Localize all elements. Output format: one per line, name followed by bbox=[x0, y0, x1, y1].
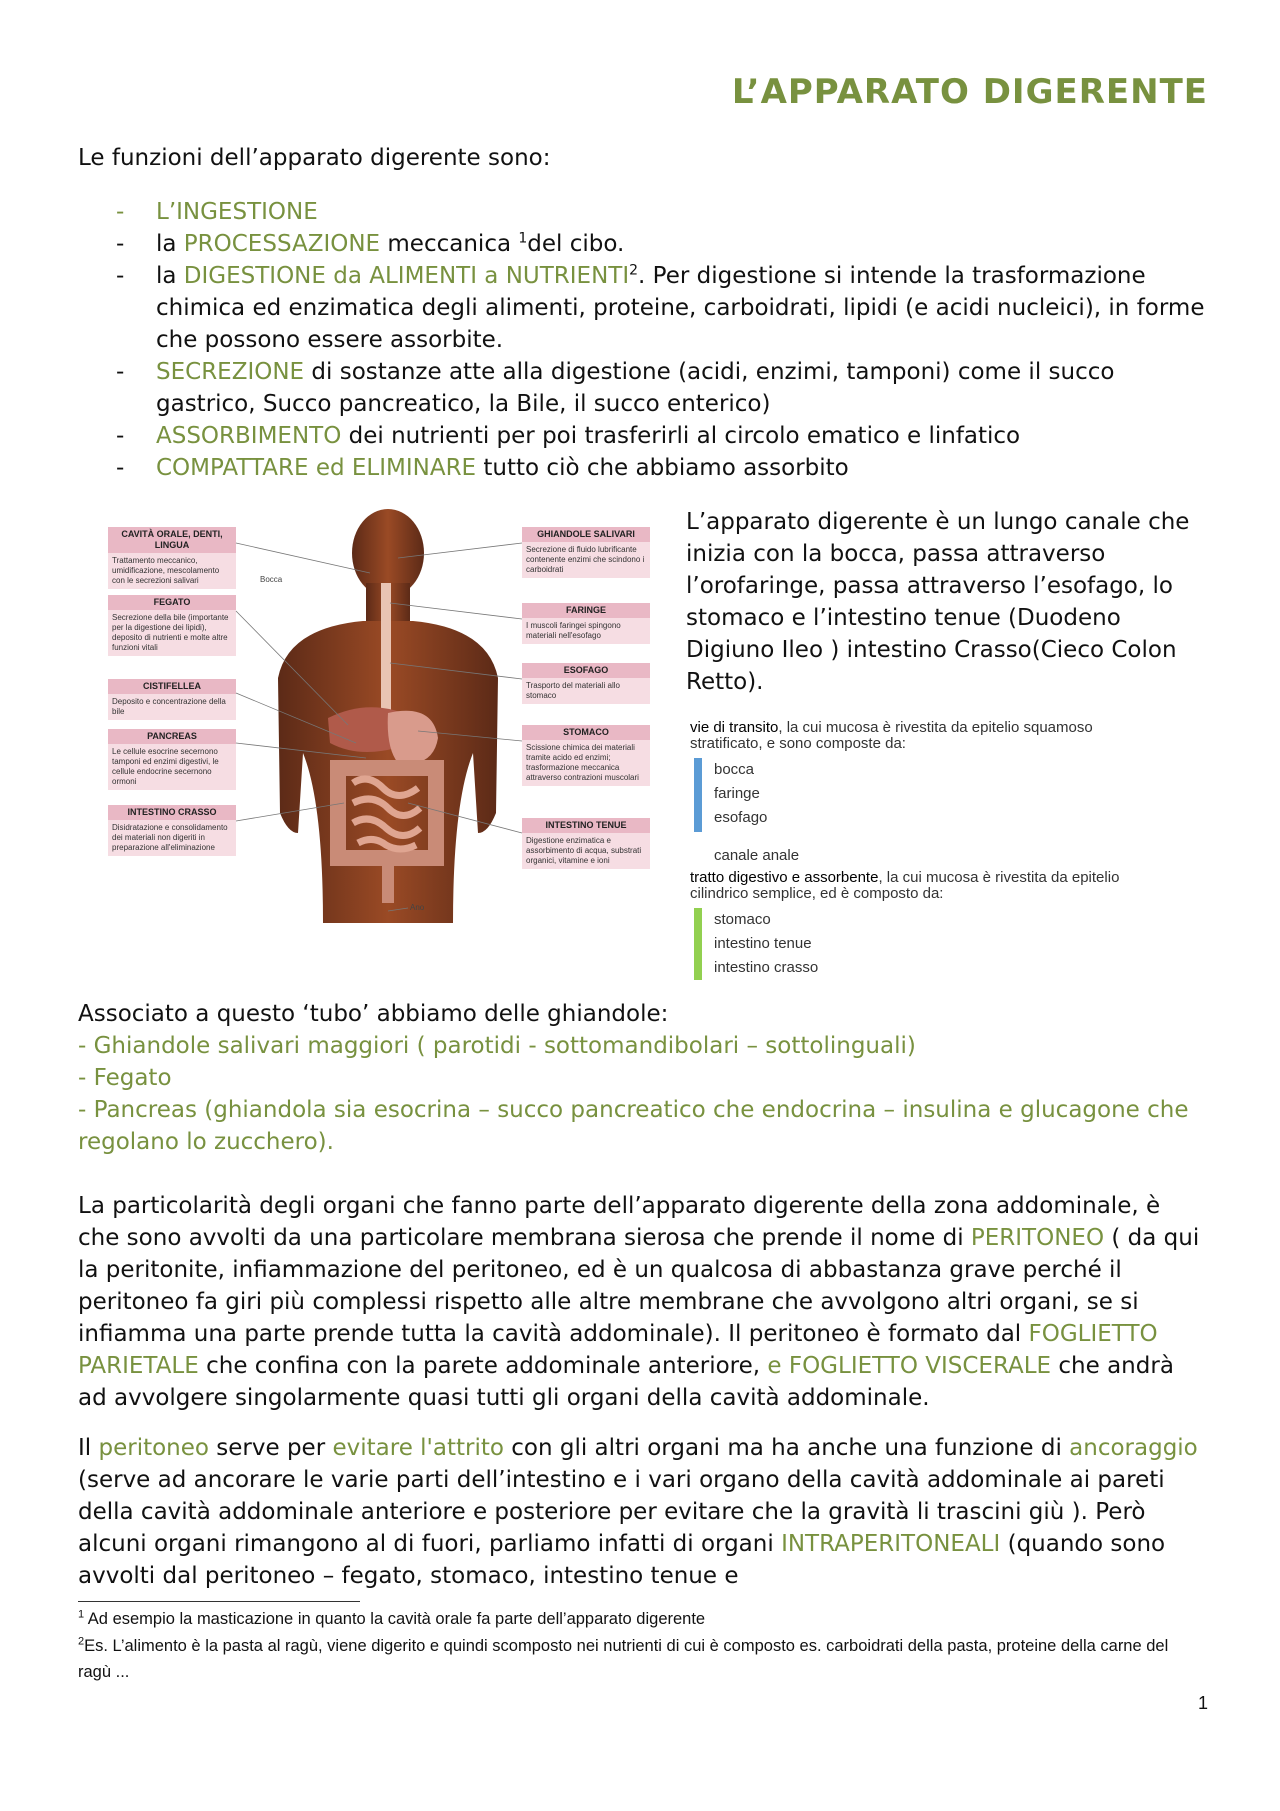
glands-intro: Associato a questo ‘tubo’ abbiamo delle ghiandole: bbox=[78, 1001, 669, 1027]
apparato-description: L’apparato digerente è un lungo canale che inizia con la bocca, passa attraverso l’orofaringe, passa attraverso l’esofago, lo stomaco e l’intestino tenue (Duodeno Digiuno Ileo ) intestino Crasso(Cieco Colon Retto). bbox=[686, 509, 1190, 695]
list-item: bocca bbox=[714, 761, 755, 778]
list-item: - COMPATTARE ed ELIMINARE tutto ciò che abbiamo assorbito bbox=[78, 452, 1208, 484]
gland-item: - Pancreas (ghiandola sia esocrina – succo pancreatico che endocrina – insulina e glucagone che regolano lo zucchero). bbox=[78, 1097, 1189, 1155]
list-item: - L’INGESTIONE bbox=[78, 196, 1208, 228]
absorb-list bbox=[690, 908, 1130, 980]
list-item: - la PROCESSAZIONE meccanica $^1$del cibo. bbox=[78, 228, 1208, 260]
leader-lines bbox=[108, 503, 650, 923]
footnote-1: $^1$ Ad esempio la masticazione in quanto la cavità orale fa parte dell’apparato digerente bbox=[78, 1608, 706, 1628]
list-item: canale anale bbox=[714, 847, 800, 864]
transit-list bbox=[690, 758, 1130, 868]
footnote-2: $^2$Es. L’alimento è la pasta al ragù, viene digerito e quindi scomposto nei nutrienti di cui è composto es. carboidrati della pasta, proteine della carne del ragù ... bbox=[78, 1635, 1169, 1681]
functions-list bbox=[78, 196, 1208, 484]
peritoneo-paragraph: La particolarità degli organi che fanno parte dell’apparato digerente della zona addominale, è che sono avvolti da una particolare membrana sierosa che prende il nome di PERITONEO ( da qui la peritonite, infiammazione del peritoneo, ed è un qualcosa di abbastanza grave perché il peritoneo fa giri più complessi rispetto alle altre membrane che avvolgono altri organi, se si infiamma una parte prende tutta la cavità addominale). Il peritoneo è formato dal FOGLIETTO PARIETALE che confina con la parete addominale anteriore, e FOGLIETTO VISCERALE che andrà ad avvolgere singolarmente quasi tutti gli organi della cavità addominale. bbox=[78, 1193, 1200, 1411]
label-faringe: FARINGE I muscoli faringei spingono materiali nell'esofago bbox=[522, 603, 650, 644]
list-item: stomaco bbox=[714, 911, 771, 928]
page-number: 1 bbox=[1197, 1693, 1208, 1713]
digestive-system-figure bbox=[108, 503, 650, 923]
list-item: - la DIGESTIONE da ALIMENTI a NUTRIENTI$^2$. Per digestione si intende la trasformazione chimica ed enzimatica degli alimenti, proteine, carboidrati, lipidi (e acidi nucleici), in forme che possono essere assorbite. bbox=[78, 260, 1208, 356]
label-intestino-tenue: INTESTINO TENUE Digestione enzimatica e assorbimento di acqua, substrati organici, vitamine e ioni bbox=[522, 818, 650, 869]
footnote-divider bbox=[78, 1601, 360, 1602]
label-pancreas: PANCREAS Le cellule esocrine secernono tamponi ed enzimi digestivi, le cellule endocrine secernono ormoni bbox=[108, 729, 236, 790]
gland-item: - Ghiandole salivari maggiori ( parotidi - sottomandibolari – sottolinguali) bbox=[78, 1033, 916, 1059]
label-stomaco: STOMACO Scissione chimica dei materiali tramite acido ed enzimi; trasformazione meccanica attraverso contrazioni muscolari bbox=[522, 725, 650, 786]
list-item: faringe bbox=[714, 785, 760, 802]
page-title: L’APPARATO DIGERENTE bbox=[731, 72, 1208, 112]
absorb-color-bar bbox=[694, 908, 702, 980]
label-intestino-crasso: INTESTINO CRASSO Disidratazione e consolidamento dei materiali non digeriti in preparazione all'eliminazione bbox=[108, 805, 236, 856]
label-cistifellea: CISTIFELLEA Deposito e concentrazione della bile bbox=[108, 679, 236, 720]
peritoneo-function-paragraph: Il peritoneo serve per evitare l'attrito con gli altri organi ma ha anche una funzione di ancoraggio (serve ad ancorare le varie parti dell’intestino e i vari organo della cavità addominale ai pareti della cavità addominale anteriore e posteriore per evitare che la gravità li trascini giù ). Però alcuni organi rimangono al di fuori, parliamo infatti di organi INTRAPERITONEALI (quando sono avvolti dal peritoneo – fegato, stomaco, intestino tenue e bbox=[78, 1435, 1198, 1589]
label-esofago: ESOFAGO Trasporto del materiali allo stomaco bbox=[522, 663, 650, 704]
absorb-caption: tratto digestivo e assorbente, la cui mucosa è rivestita da epitelio cilindrico semplice, ed è composto da: bbox=[690, 869, 1120, 902]
list-item: intestino crasso bbox=[714, 959, 819, 976]
ano-label: Ano bbox=[410, 903, 425, 912]
mucosa-classification bbox=[690, 720, 1130, 980]
label-fegato: FEGATO Secrezione della bile (importante per la digestione dei lipidi), deposito di nutrienti e molte altre funzioni vitali bbox=[108, 595, 236, 656]
transit-color-bar bbox=[694, 758, 702, 832]
list-item: intestino tenue bbox=[714, 935, 812, 952]
label-cavita-orale: CAVITÀ ORALE, DENTI, LINGUA Trattamento meccanico, umidificazione, mescolamento con le secrezioni salivari bbox=[108, 527, 236, 589]
label-ghiandole-salivari: GHIANDOLE SALIVARI Secrezione di fluido lubrificante contenente enzimi che scindono i carboidrati bbox=[522, 527, 650, 578]
list-item: - ASSORBIMENTO dei nutrienti per poi trasferirli al circolo ematico e linfatico bbox=[78, 420, 1208, 452]
list-item: esofago bbox=[714, 809, 768, 826]
bocca-label: Bocca bbox=[260, 575, 283, 584]
gland-item: - Fegato bbox=[78, 1065, 172, 1091]
transit-caption: vie di transito, la cui mucosa è rivestita da epitelio squamoso stratificato, e sono composte da: bbox=[690, 719, 1093, 752]
list-item: - SECREZIONE di sostanze atte alla digestione (acidi, enzimi, tamponi) come il succo gastrico, Succo pancreatico, la Bile, il succo enterico) bbox=[78, 356, 1208, 420]
intro-text: Le funzioni dell’apparato digerente sono: bbox=[78, 145, 551, 171]
